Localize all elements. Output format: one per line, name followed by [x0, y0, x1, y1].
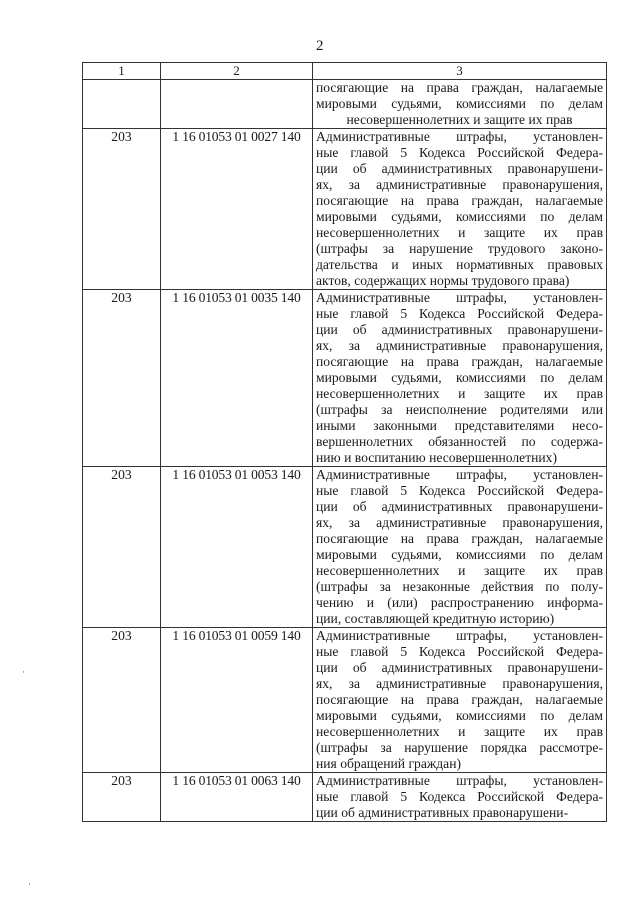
description-line: ции, составляющей кредитную историю) — [316, 611, 555, 626]
description-line: ях, за административные правонарушения, — [316, 676, 603, 691]
scan-artifact-mark: · — [28, 879, 31, 889]
description-cell — [313, 290, 607, 467]
description-line: ции об административных правонарушени- — [316, 499, 603, 514]
admin-code-cell: 203 — [83, 628, 161, 773]
description-line: посягающие на права граждан, налагаемые — [316, 531, 603, 546]
description-line: посягающие на права граждан, налагаемые — [316, 354, 603, 369]
admin-code-cell: 203 — [83, 773, 161, 822]
column-header: 3 — [313, 63, 607, 80]
description-line: вершеннолетних обязанностей по содержа- — [316, 434, 603, 449]
budget-code-cell: 1 16 01053 01 0059 140 — [161, 628, 313, 773]
description-line: Административные штрафы, установлен- — [316, 290, 603, 305]
description-line: (штрафы за неисполнение родителями или — [316, 402, 603, 417]
description-line: нию и воспитанию несовершеннолетних) — [316, 450, 558, 465]
description-cell — [313, 129, 607, 290]
table-row — [83, 628, 607, 773]
description-line: мировыми судьями, комиссиями по делам — [316, 96, 603, 111]
description-line: ях, за административные правонарушения, — [316, 515, 603, 530]
description-line: чению и (или) распространению информа- — [316, 595, 603, 610]
budget-code-cell: 1 16 01053 01 0063 140 — [161, 773, 313, 822]
description-line: дательства и иных нормативных правовых — [316, 257, 603, 272]
admin-code-cell: 203 — [83, 290, 161, 467]
description-line: (штрафы за нарушение порядка рассмотре- — [316, 740, 603, 755]
admin-code-cell: 203 — [83, 129, 161, 290]
description-line: Административные штрафы, установлен- — [316, 773, 603, 788]
budget-code-cell — [161, 80, 313, 129]
description-line: мировыми судьями, комиссиями по делам — [316, 370, 603, 385]
description-line: мировыми судьями, комиссиями по делам — [316, 547, 603, 562]
page-number: 2 — [316, 38, 324, 54]
description-cell — [313, 80, 607, 129]
admin-code-cell: 203 — [83, 467, 161, 628]
description-line: ные главой 5 Кодекса Российской Федера- — [316, 483, 603, 498]
description-line: ные главой 5 Кодекса Российской Федера- — [316, 145, 603, 160]
table-row — [83, 129, 607, 290]
table-row — [83, 80, 607, 129]
description-cell — [313, 773, 607, 822]
description-line: посягающие на права граждан, налагаемые — [316, 692, 603, 707]
description-line: иными законными представителями несо- — [316, 418, 603, 433]
table-row — [83, 467, 607, 628]
description-line: мировыми судьями, комиссиями по делам — [316, 209, 603, 224]
description-cell — [313, 467, 607, 628]
description-line: Административные штрафы, установлен- — [316, 129, 603, 144]
description-line: ции об административных правонарушени- — [316, 322, 603, 337]
description-line: ния обращений граждан) — [316, 756, 462, 771]
description-line: несовершеннолетних и защите их прав — [316, 386, 603, 401]
description-line: ях, за административные правонарушения, — [316, 177, 603, 192]
description-line: несовершеннолетних и защите их прав — [316, 724, 603, 739]
budget-code-cell: 1 16 01053 01 0053 140 — [161, 467, 313, 628]
description-line: несовершеннолетних и защите их прав — [316, 225, 603, 240]
budget-code-cell: 1 16 01053 01 0035 140 — [161, 290, 313, 467]
description-line: (штрафы за нарушение трудового законо- — [316, 241, 603, 256]
admin-code-cell — [83, 80, 161, 129]
description-line: ные главой 5 Кодекса Российской Федера- — [316, 306, 603, 321]
description-line: мировыми судьями, комиссиями по делам — [316, 708, 603, 723]
description-line: ции об административных правонарушени- — [316, 805, 569, 820]
description-line: ях, за административные правонарушения, — [316, 338, 603, 353]
description-cell — [313, 628, 607, 773]
description-line: актов, содержащих нормы трудового права) — [316, 273, 570, 288]
scan-artifact-mark: · — [22, 667, 25, 677]
budget-codes-table — [82, 62, 607, 822]
description-line: ные главой 5 Кодекса Российской Федера- — [316, 789, 603, 804]
description-line: Административные штрафы, установлен- — [316, 628, 603, 643]
table-header-row — [83, 63, 607, 80]
description-line: несовершеннолетних и защите их прав — [316, 563, 603, 578]
description-line: ции об административных правонарушени- — [316, 660, 603, 675]
description-line: несовершеннолетних и защите их прав — [346, 112, 573, 127]
column-header: 2 — [161, 63, 313, 80]
column-header: 1 — [83, 63, 161, 80]
budget-code-cell: 1 16 01053 01 0027 140 — [161, 129, 313, 290]
description-line: Административные штрафы, установлен- — [316, 467, 603, 482]
description-line: (штрафы за незаконные действия по полу- — [316, 579, 603, 594]
description-line: посягающие на права граждан, налагаемые — [316, 193, 603, 208]
description-line: ции об административных правонарушени- — [316, 161, 603, 176]
table-row — [83, 290, 607, 467]
description-line: ные главой 5 Кодекса Российской Федера- — [316, 644, 603, 659]
description-line: посягающие на права граждан, налагаемые — [316, 80, 603, 95]
table-row — [83, 773, 607, 822]
